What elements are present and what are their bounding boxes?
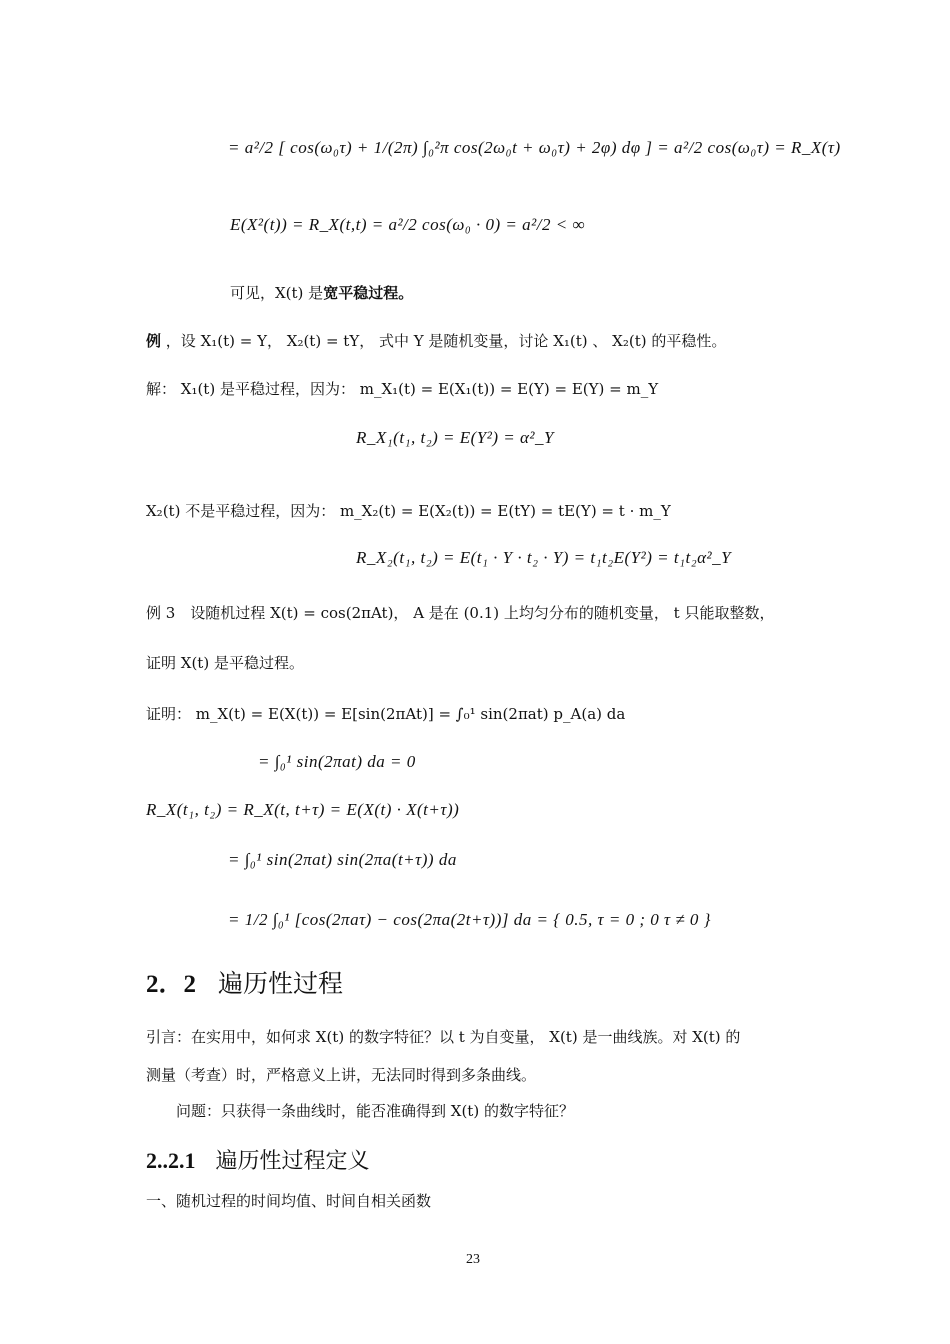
conclusion-bold: 宽平稳过程。 (323, 284, 414, 302)
intro-line-3: 问题：只获得一条曲线时，能否准确得到 X(t) 的数字特征？ (176, 1102, 574, 1120)
example-2-label: 例 (146, 332, 162, 350)
section-title: 遍历性过程 (218, 971, 344, 998)
intro-line-1: 引言：在实用中，如何求 X(t) 的数字特征？以 t 为自变量， X(t) 是一曲线族。对 X(t) 的 (146, 1028, 741, 1046)
equation-2: E(X²(t)) = R_X(t,t) = a²/2 cos(ω₀ · 0) = a²/2 < ∞ (230, 215, 586, 234)
proof-line-4: = ∫₀¹ sin(2πat) sin(2πa(t+τ)) da (228, 850, 457, 869)
solution-line-3: X₂(t) 不是平稳过程，因为： m_X₂(t) = E(X₂(t)) = E(tY) = tE(Y) = t · m_Y (146, 502, 671, 520)
conclusion-prefix: 可见，X(t) 是 (230, 284, 324, 302)
example-2-text: ，设 X₁(t) = Y， X₂(t) = tY， 式中 Y 是随机变量，讨论 X₁(t) 、 X₂(t) 的平稳性。 (165, 332, 727, 350)
conclusion-line (230, 282, 413, 303)
proof-line-2: = ∫₀¹ sin(2πat) da = 0 (258, 752, 416, 771)
solution-line-4: R_X₂(t₁, t₂) = E(t₁ · Y · t₂ · Y) = t₁t₂E(Y²) = t₁t₂α²_Y (356, 548, 732, 567)
proof-line-1: 证明： m_X(t) = E(X(t)) = E[sin(2πAt)] = ∫₀¹ sin(2πat) p_A(a) da (146, 705, 626, 723)
proof-line-5: = 1/2 ∫₀¹ [cos(2πaτ) − cos(2πa(2t+τ))] da = { 0.5, τ = 0 ; 0 τ ≠ 0 } (228, 910, 711, 929)
example-2 (146, 330, 726, 351)
section-number: 2．2 (146, 971, 197, 998)
solution-line-2: R_X₁(t₁, t₂) = E(Y²) = α²_Y (356, 428, 554, 447)
list-item-1: 一、随机过程的时间均值、时间自相关函数 (146, 1192, 432, 1210)
subsection-title: 遍历性过程定义 (215, 1148, 370, 1173)
section-heading (146, 964, 343, 1000)
subsection-heading (146, 1144, 370, 1175)
subsection-number: 2..2.1 (146, 1148, 196, 1173)
page-number: 23 (466, 1252, 480, 1267)
example-3-line-1: 例 3 设随机过程 X(t) = cos(2πAt)， A 是在 (0.1) 上均匀分布的随机变量， t 只能取整数， (146, 604, 775, 622)
equation-1: = a²/2 [ cos(ω₀τ) + 1/(2π) ∫₀²π cos(2ω₀t + ω₀τ) + 2φ) dφ ] = a²/2 cos(ω₀τ) = R_X(τ) (228, 138, 841, 157)
proof-line-3: R_X(t₁, t₂) = R_X(t, t+τ) = E(X(t) · X(t+τ)) (146, 800, 460, 819)
example-3-line-2: 证明 X(t) 是平稳过程。 (146, 654, 304, 672)
solution-line-1: 解： X₁(t) 是平稳过程，因为： m_X₁(t) = E(X₁(t)) = E(Y) = E(Y) = m_Y (146, 380, 659, 398)
intro-line-2: 测量（考查）时，严格意义上讲，无法同时得到多条曲线。 (146, 1066, 537, 1084)
